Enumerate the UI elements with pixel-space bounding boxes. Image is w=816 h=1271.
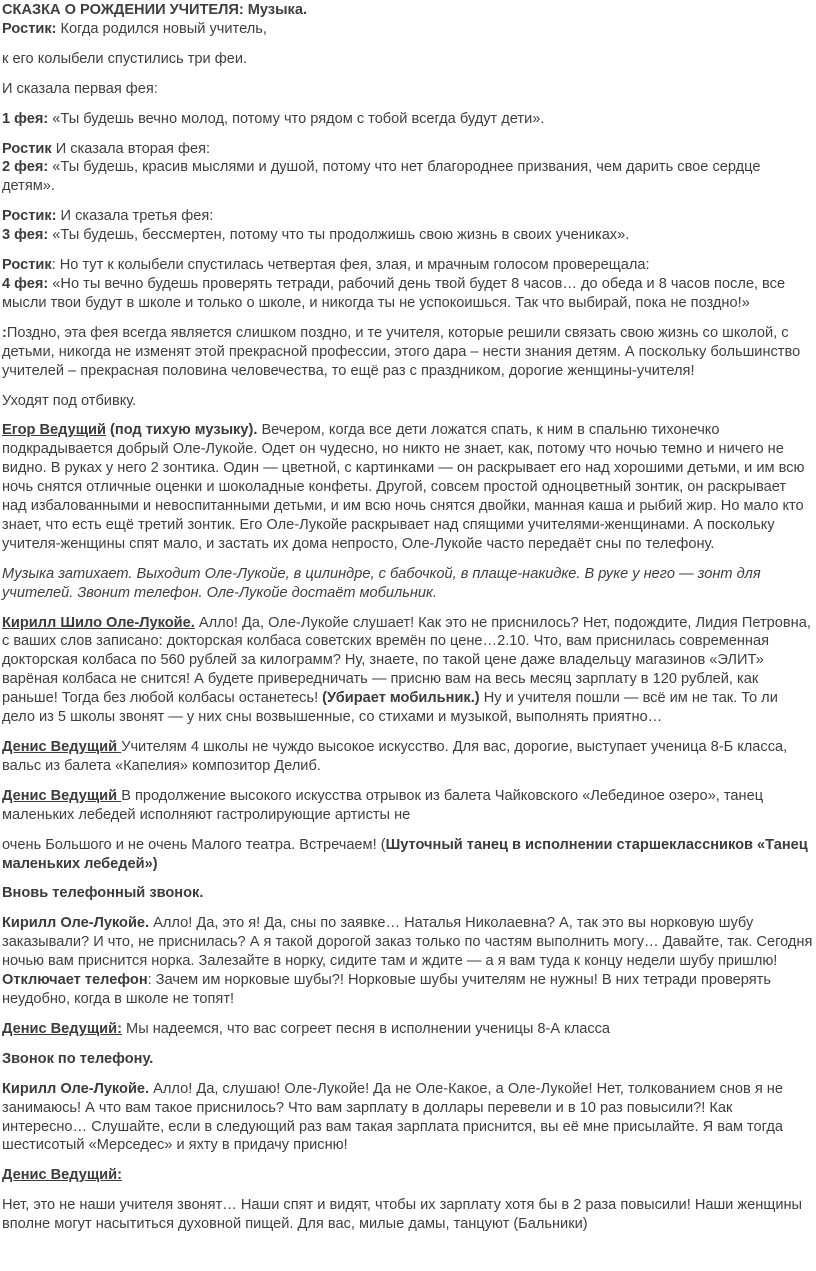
speaker-label: Денис Ведущий:	[2, 1167, 122, 1184]
speaker-label: 4 фея:	[2, 275, 49, 292]
paragraph-denis-host	[2, 1166, 813, 1185]
paragraph-text: Когда родился новый учитель,	[56, 20, 267, 37]
speaker-label: Кирилл Оле-Лукойе.	[2, 1080, 150, 1097]
paragraph-text: «Ты будешь вечно молод, потому что рядом с тобой всегда будут дети».	[48, 110, 545, 127]
stage-note: Шуточный танец в исполнении старшеклассников «Танец маленьких лебедей»)	[2, 836, 808, 872]
stage-note: (под тихую музыку).	[105, 422, 258, 439]
speaker-label: 3 фея:	[2, 227, 49, 244]
paragraph-text: Мы надеемся, что вас согреет песня в исполнении ученицы 8-А класса	[121, 1020, 611, 1037]
stage-direction-text: Музыка затихает. Выходит Оле-Лукойе, в цилиндре, с бабочкой, в плаще-накидке. В руке у него — зонт для учителей. Звонит телефон. Оле-Лукойе достаёт мобильник.	[2, 565, 761, 601]
paragraph-kirill-call-2	[2, 914, 813, 1009]
paragraph-text: В продолжение высокого искусства отрывок из балета Чайковского «Лебединое озеро», танец маленьких лебедей исполняют гастролирующие артисты не	[2, 787, 764, 823]
paragraph-text: «Ты будешь, бессмертен, потому что ты продолжишь свою жизнь в своих учениках».	[48, 227, 630, 244]
paragraph-final: Нет, это не наши учителя звонят… Наши спят и видят, чтобы их зарплату хотя бы в 2 раза повысили! Наши женщины вполне могут насытиться духовной пищей. Для вас, милые дамы, танцуют (Бальники)	[2, 1197, 803, 1233]
paragraph-second-fairy	[2, 140, 813, 197]
paragraph-kirill-call-3	[2, 1080, 813, 1156]
paragraph-third-fairy	[2, 207, 813, 245]
paragraph-phone-call	[2, 1050, 813, 1069]
speaker-label: Ростик:	[2, 20, 57, 37]
paragraph-kirill-call-1	[2, 614, 813, 727]
paragraph-first-fairy	[2, 110, 813, 129]
speaker-label: Ростик:	[2, 208, 57, 225]
speaker-label: Ростик	[2, 140, 52, 157]
speaker-label: Егор Ведущий	[2, 422, 106, 439]
paragraph-exit: Уходят под отбивку.	[2, 392, 137, 409]
paragraph-text: Ну и учителя пошли — всё им не так. То ли дело из 5 школы звонят — у них сны возвышенные, со стихами и музыкой, выполнять приятно…	[2, 690, 778, 726]
paragraph-fourth-fairy	[2, 256, 813, 313]
paragraph-text: И сказала третья фея:	[56, 208, 214, 225]
speaker-label: Денис Ведущий	[2, 787, 122, 804]
stage-note: Вновь телефонный звонок.	[2, 885, 204, 902]
paragraph-phone-again	[2, 884, 813, 903]
paragraph-text: Алло! Да, Оле-Лукойе слушает! Как это не приснилось? Нет, подождите, Лидия Петровна, с ваших слов записано: докторская колбаса советских времён по цене…2.10. Что, вам приснилась современная докторская колбаса по 560 рублей за килограмм? Ну, знаете, по такой цене даже владельцу магазинов «ЭЛИТ» варёная колбаса не снится! А будете привередничать — присню вам на весь месяц зарплату в 120 рублей, как раньше! Тогда без любой колбасы останетесь!	[2, 614, 811, 707]
paragraph-text: : Но тут к колыбели спустилась четвертая фея, злая, и мрачным голосом проверещала:	[51, 257, 650, 274]
speaker-label: 1 фея:	[2, 110, 49, 127]
speaker-label: :	[2, 324, 7, 341]
speaker-label: Денис Ведущий	[2, 739, 122, 755]
paragraph-text: «Но ты вечно будешь проверять тетради, рабочий день твой будет 8 часов… до обеда и 8 часов после, все мысли твои будут в школе и только о школе, и никогда ты не успокоишься. Так что выбирай, пока не поздно!»	[2, 275, 786, 311]
paragraph-rostik-intro	[2, 20, 813, 39]
paragraph-text: «Ты будешь, красив мыслями и душой, потому что нет благороднее призвания, чем дарить свое сердце детям».	[2, 159, 761, 195]
paragraph-text: очень Большого и не очень Малого театра. Встречаем! (	[2, 836, 386, 853]
paragraph-first-fairy-intro: И сказала первая фея:	[2, 80, 158, 97]
speaker-label: Денис Ведущий:	[2, 1020, 122, 1037]
paragraph-stage-direction	[2, 565, 813, 603]
paragraph-denis-waltz	[2, 738, 813, 776]
speaker-label: 2 фея:	[2, 159, 49, 176]
speaker-label: Кирилл Шило Оле-Лукойе.	[2, 614, 195, 631]
paragraph-too-late	[2, 324, 813, 381]
paragraph-text: И сказала вторая фея:	[51, 140, 211, 157]
paragraph-cradle: к его колыбели спустились три феи.	[2, 50, 248, 67]
paragraph-text: Учителям 4 школы не чуждо высокое искусство. Для вас, дорогие, выступает ученица 8-Б класса, вальс из балета «Капелия» композитор Делиб.	[2, 739, 788, 774]
paragraph-denis-swan-lake	[2, 787, 813, 825]
document-title: СКАЗКА О РОЖДЕНИИ УЧИТЕЛЯ: Музыка.	[2, 2, 308, 18]
stage-note: Отключает телефон	[2, 972, 148, 989]
speaker-label: Кирилл Оле-Лукойе.	[2, 915, 150, 932]
stage-note: Звонок по телефону.	[2, 1050, 154, 1067]
paragraph-swan-dance	[2, 836, 813, 874]
paragraph-text: Вечером, когда все дети ложатся спать, к ним в спальню тихонечко подкрадывается добрый Оле-Лукойе. Одет он чудесно, но никто не знает, как, потому что ночью темно и ничего не видно. В руках у него 2 зонтика. Один — цветной, с картинками — он раскрывает его над хорошими детьми, и им всю ночь снятся отличные оценки и шоколадные конфеты. Другой, совсем простой одноцветный зонтик, он раскрывает над избалованными и невоспитанными детьми, и им всю ночь снятся двойки, манная каша и рыбий жир. Но мало кто знает, что есть ещё третий зонтик. Его Оле-Лукойе раскрывает над спящими учителями-женщинами. А поскольку учителя-женщины спят мало, и застать их дома непросто, Оле-Лукойе часто передаёт сны по телефону.	[2, 422, 805, 552]
paragraph-text: Алло! Да, слушаю! Оле-Лукойе! Да не Оле-Какое, а Оле-Лукойе! Нет, толкованием снов я не занимаюсь! А что вам такое приснилось? Что вам зарплату в доллары перевели и в 10 раз повысили?! Как интересно… Слушайте, если в следующий раз вам такая зарплата приснится, вы её мне присылайте. Я вам тогда шестисотый «Мерседес» и яхту в придачу присню!	[2, 1080, 783, 1154]
paragraph-text: Алло! Да, это я! Да, сны по заявке… Наталья Николаевна? А, так это вы норковую шубу заказывали? И что, не приснилась? А я такой дорогой заказ только по частям выполнить могу… Давайте, так. Сегодня ночью вам приснится норка. Залезайте в норку, сидите там и ждите — а я вам туда к концу недели шубу пришлю!	[2, 915, 813, 970]
paragraph-text: Поздно, эта фея всегда является слишком поздно, и те учителя, которые решили связать свою жизнь со школой, с детьми, никогда не изменят этой прекрасной профессии, этого дара – нести знания детям. А поскольку большинство учителей – прекрасная половина человечества, то ещё раз с праздником, дорогие женщины-учителя!	[2, 324, 801, 379]
paragraph-egor-host	[2, 421, 813, 553]
paragraph-denis-song	[2, 1020, 813, 1039]
speaker-label: Ростик	[2, 257, 52, 274]
paragraph-text: : Зачем им норковые шубы?! Норковые шубы учителям не нужны! В них тетради проверять неудобно, когда в школе не топят!	[2, 972, 771, 1007]
stage-note: (Убирает мобильник.)	[318, 690, 480, 707]
